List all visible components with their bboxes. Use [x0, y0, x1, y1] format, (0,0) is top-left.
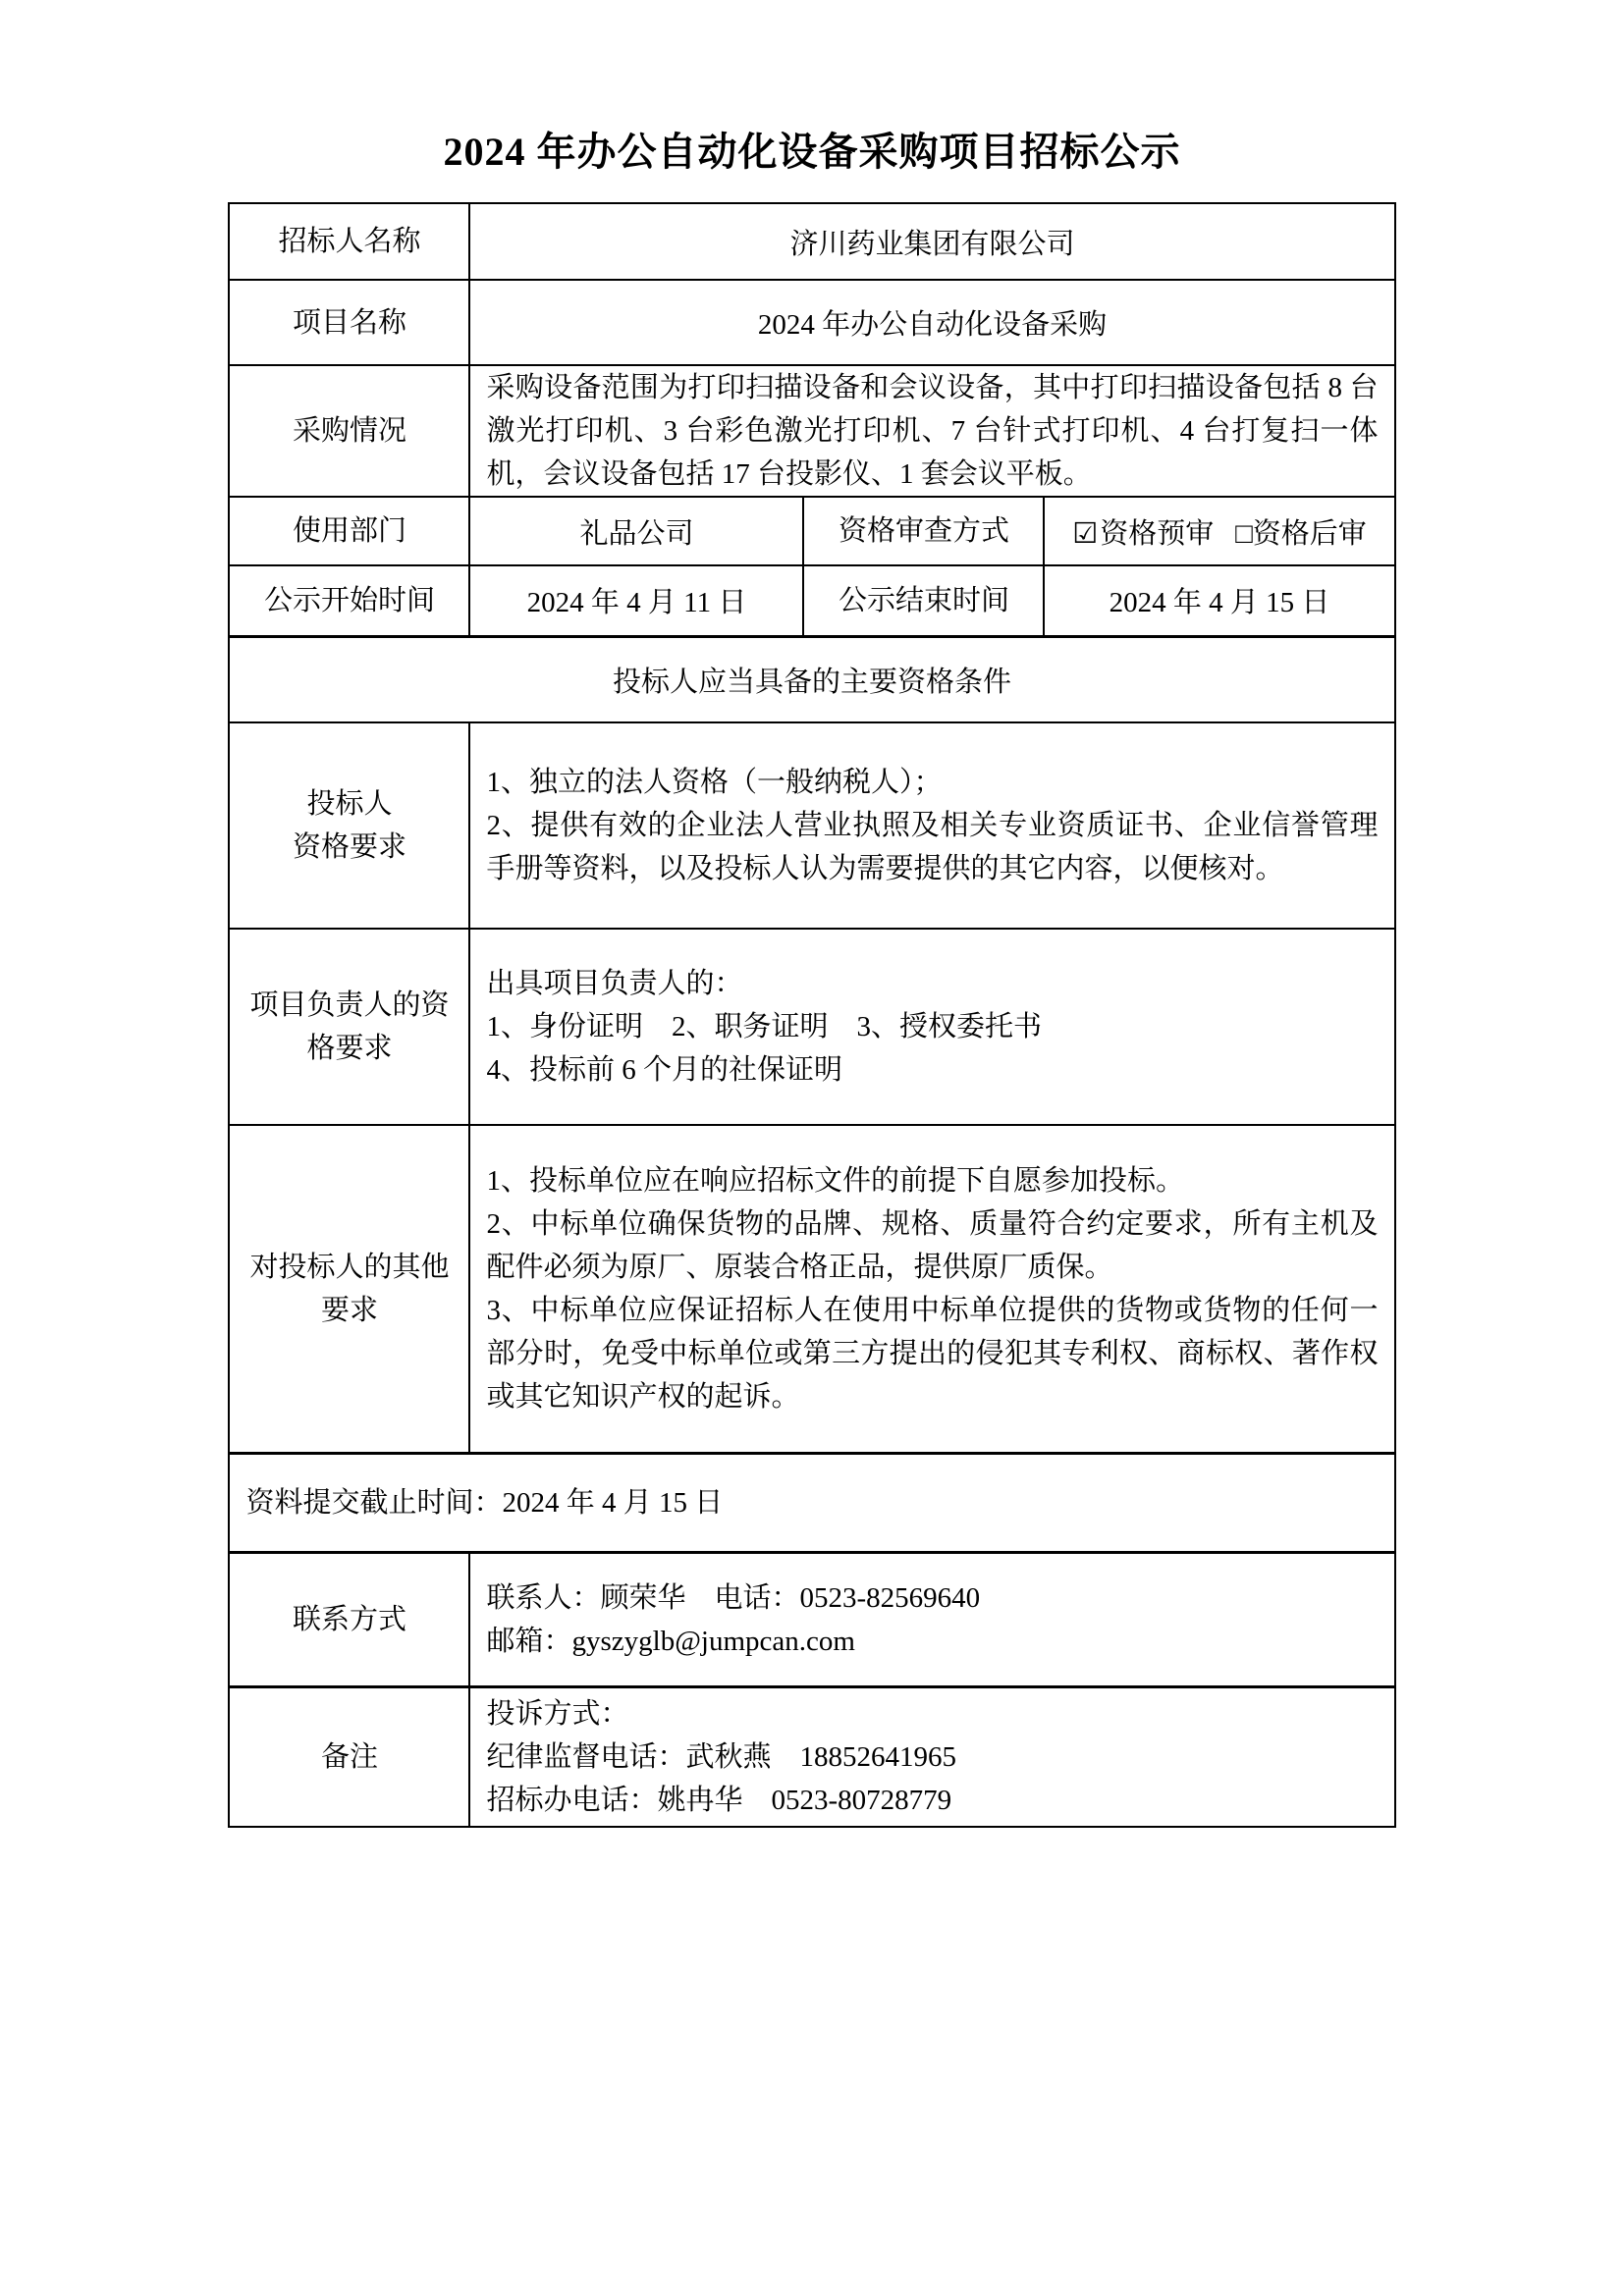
table-row-department-review	[229, 497, 1394, 565]
publicity-start-value: 2024 年 4 月 11 日	[469, 565, 803, 636]
other-requirements-label-line: 要求	[320, 1294, 378, 1326]
other-requirements-item: 2、中标单位确保货物的品牌、规格、质量符合约定要求，所有主机及配件必须为原厂、原装合格正品，提供原厂质保。	[486, 1207, 1379, 1283]
other-requirements-item: 3、中标单位应保证招标人在使用中标单位提供的货物或货物的任何一部分时，免受中标单位或第三方提出的侵犯其专利权、商标权、著作权或其它知识产权的起诉。	[486, 1294, 1379, 1413]
project-name-label: 项目名称	[229, 280, 469, 365]
bidder-qualification-value	[469, 722, 1394, 929]
other-requirements-label	[229, 1125, 469, 1453]
table-row-bidder-name	[229, 203, 1394, 280]
publicity-end-label: 公示结束时间	[803, 565, 1044, 636]
postqualification-option-label: 资格后审	[1252, 517, 1367, 550]
qualification-section-header: 投标人应当具备的主要资格条件	[229, 636, 1394, 722]
bidder-qualification-label-line: 资格要求	[292, 831, 406, 863]
submission-deadline-text: 资料提交截止时间：2024 年 4 月 15 日	[229, 1453, 1394, 1552]
project-leader-qualification-item: 出具项目负责人的：	[486, 968, 743, 999]
table-row-bidder-qualification	[229, 722, 1394, 929]
procurement-value: 采购设备范围为打印扫描设备和会议设备，其中打印扫描设备包括 8 台激光打印机、3 台彩色激光打印机、7 台针式打印机、4 台打复扫一体机，会议设备包括 17 台投影仪、1 套会议平板。	[469, 365, 1394, 497]
remarks-label: 备注	[229, 1686, 469, 1827]
unchecked-checkbox-icon: □	[1235, 517, 1253, 550]
bidder-qualification-item: 2、提供有效的企业法人营业执照及相关专业资质证书、企业信誉管理手册等资料，以及投标人认为需要提供的其它内容，以便核对。	[486, 810, 1379, 884]
contact-line: 联系人：顾荣华 电话：0523-82569640	[486, 1581, 981, 1614]
other-requirements-label-line: 对投标人的其他	[249, 1251, 450, 1283]
project-leader-qualification-item: 1、身份证明 2、职务证明 3、授权委托书	[486, 1011, 1042, 1042]
project-leader-qualification-label	[229, 929, 469, 1125]
procurement-label: 采购情况	[229, 365, 469, 497]
project-name-value: 2024 年办公自动化设备采购	[469, 280, 1394, 365]
contact-line: 邮箱：gyszyglb@jumpcan.com	[486, 1625, 855, 1657]
checked-checkbox-icon: ☑	[1072, 517, 1101, 550]
table-row-project-leader-qualification	[229, 929, 1394, 1125]
project-leader-qualification-label-line: 项目负责人的资	[249, 989, 450, 1021]
contact-value	[469, 1552, 1394, 1686]
bidder-name-label: 招标人名称	[229, 203, 469, 280]
table-row-procurement	[229, 365, 1394, 497]
qualification-review-label: 资格审查方式	[803, 497, 1044, 565]
bidder-name-value: 济川药业集团有限公司	[469, 203, 1394, 280]
table-row-submission-deadline	[229, 1453, 1394, 1552]
project-leader-qualification-value	[469, 929, 1394, 1125]
publicity-end-value: 2024 年 4 月 15 日	[1044, 565, 1394, 636]
tender-notice-table	[228, 202, 1395, 1828]
other-requirements-item: 1、投标单位应在响应招标文件的前提下自愿参加投标。	[486, 1164, 1184, 1197]
remarks-line: 投诉方式：	[486, 1697, 629, 1730]
bidder-qualification-item: 1、独立的法人资格（一般纳税人）；	[486, 767, 943, 798]
remarks-line: 招标办电话：姚冉华 0523-80728779	[486, 1784, 952, 1816]
project-leader-qualification-label-line: 格要求	[306, 1033, 393, 1064]
prequalification-option-label: 资格预审	[1100, 517, 1215, 550]
table-row-other-requirements	[229, 1125, 1394, 1453]
bidder-qualification-label-line: 投标人	[306, 788, 393, 820]
remarks-line: 纪律监督电话：武秋燕 18852641965	[486, 1740, 956, 1773]
other-requirements-value	[469, 1125, 1394, 1453]
qualification-review-value	[1044, 497, 1394, 565]
project-leader-qualification-item: 4、投标前 6 个月的社保证明	[486, 1054, 842, 1086]
table-row-project-name	[229, 280, 1394, 365]
remarks-value	[469, 1686, 1394, 1827]
table-row-publicity-dates	[229, 565, 1394, 636]
page-title: 2024 年办公自动化设备采购项目招标公示	[443, 130, 1181, 174]
table-row-remarks	[229, 1686, 1394, 1827]
contact-label: 联系方式	[229, 1552, 469, 1686]
table-row-qualification-section-header	[229, 636, 1394, 722]
publicity-start-label: 公示开始时间	[229, 565, 469, 636]
using-department-label: 使用部门	[229, 497, 469, 565]
using-department-value: 礼品公司	[469, 497, 803, 565]
bidder-qualification-label	[229, 722, 469, 929]
table-row-contact	[229, 1552, 1394, 1686]
